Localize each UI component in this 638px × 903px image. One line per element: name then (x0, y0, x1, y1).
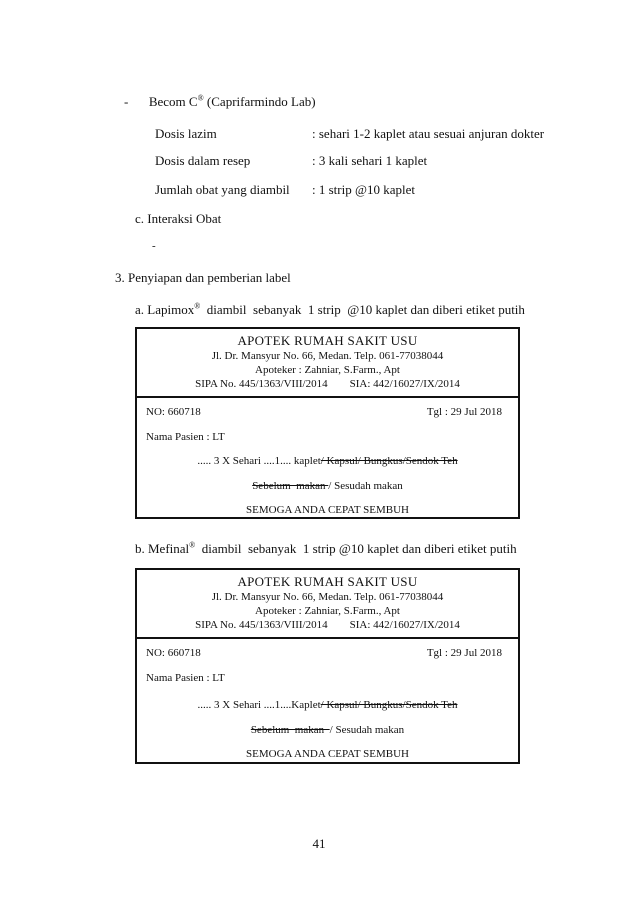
etiket-dosage-row (137, 455, 518, 467)
apotek-license-row (137, 377, 518, 391)
etiket-dosage-row (137, 699, 518, 711)
item-b-text: diambil sebanyak 1 strip @10 kaplet dan diberi etiket putih (195, 541, 517, 556)
etiket-body (137, 398, 518, 518)
etiket-wish: SEMOGA ANDA CEPAT SEMBUH (246, 748, 409, 760)
etiket-number: NO: 660718 (146, 406, 201, 418)
etiket-timing-row (137, 480, 518, 492)
becom-name: Becom C (148, 94, 198, 109)
etiket-timing-struck: Sebelum makan (250, 724, 330, 736)
etiket-number: NO: 660718 (146, 647, 201, 659)
etiket-dosage-struck: / Kapsul/ Bungkus/Sendok Teh (320, 455, 458, 467)
item-b-registered-mark: ® (189, 540, 196, 550)
etiket-wish: SEMOGA ANDA CEPAT SEMBUH (246, 504, 409, 516)
apotek-name: APOTEK RUMAH SAKIT USU (237, 574, 418, 589)
detail-label-dosis-lazim: Dosis lazim (155, 126, 217, 141)
etiket-timing: / Sesudah makan (328, 480, 403, 492)
etiket-dosage: ..... 3 X Sehari ....1.... kaplet (197, 455, 321, 467)
item-b-line (135, 541, 517, 557)
item-a-prefix: a. Lapimox (135, 302, 195, 317)
apotek-apoteker: Apoteker : Zahniar, S.Farm., Apt (255, 364, 400, 376)
apotek-name: APOTEK RUMAH SAKIT USU (237, 333, 418, 348)
apotek-apoteker: Apoteker : Zahniar, S.Farm., Apt (255, 605, 400, 617)
interaksi-dash: - (152, 240, 156, 252)
etiket-header (137, 329, 518, 398)
apotek-address: Jl. Dr. Mansyur No. 66, Medan. Telp. 061-77038044 (211, 350, 444, 362)
becom-bullet: - (124, 94, 129, 109)
detail-value-jumlah-obat: : 1 strip @10 kaplet (312, 182, 415, 197)
apotek-sia: SIA: 442/16027/IX/2014 (349, 619, 460, 631)
item-a-text: diambil sebanyak 1 strip @10 kaplet dan diberi etiket putih (200, 302, 525, 317)
apotek-sipa: SIPA No. 445/1363/VIII/2014 (195, 619, 328, 631)
interaksi-heading: c. Interaksi Obat (135, 211, 222, 226)
etiket-body (137, 639, 518, 763)
etiket-date: Tgl : 29 Jul 2018 (426, 406, 502, 418)
etiket-patient-name: Nama Pasien : LT (146, 672, 225, 684)
etiket-patient-name: Nama Pasien : LT (146, 431, 225, 443)
becom-maker: (Caprifarmindo Lab) (206, 94, 316, 109)
apotek-sipa: SIPA No. 445/1363/VIII/2014 (195, 378, 328, 390)
detail-label-jumlah-obat: Jumlah obat yang diambil (155, 182, 290, 197)
etiket-label-lapimox (135, 327, 520, 519)
detail-label-dosis-resep: Dosis dalam resep (155, 153, 251, 168)
apotek-address: Jl. Dr. Mansyur No. 66, Medan. Telp. 061-77038044 (211, 591, 444, 603)
etiket-dosage-struck: / Kapsul/ Bungkus/Sendok Teh (320, 699, 458, 711)
section-3-heading: 3. Penyiapan dan pemberian label (115, 270, 291, 285)
etiket-dosage: ..... 3 X Sehari ....1....Kaplet (197, 699, 321, 711)
page-number: 41 (312, 836, 326, 851)
etiket-date: Tgl : 29 Jul 2018 (426, 647, 502, 659)
item-a-registered-mark: ® (194, 301, 201, 311)
detail-value-dosis-resep: : 3 kali sehari 1 kaplet (312, 153, 428, 168)
apotek-license-row (137, 618, 518, 632)
apotek-sia: SIA: 442/16027/IX/2014 (349, 378, 460, 390)
etiket-header (137, 570, 518, 639)
item-b-prefix: b. Mefinal (135, 541, 190, 556)
becom-registered-mark: ® (197, 93, 204, 103)
becom-line (124, 94, 316, 110)
etiket-timing: / Sesudah makan (329, 724, 405, 736)
etiket-label-mefinal (135, 568, 520, 764)
etiket-timing-row (137, 724, 518, 736)
detail-value-dosis-lazim: : sehari 1-2 kaplet atau sesuai anjuran dokter (312, 126, 545, 141)
item-a-line (135, 302, 525, 318)
etiket-timing-struck: Sebelum makan (252, 480, 329, 492)
